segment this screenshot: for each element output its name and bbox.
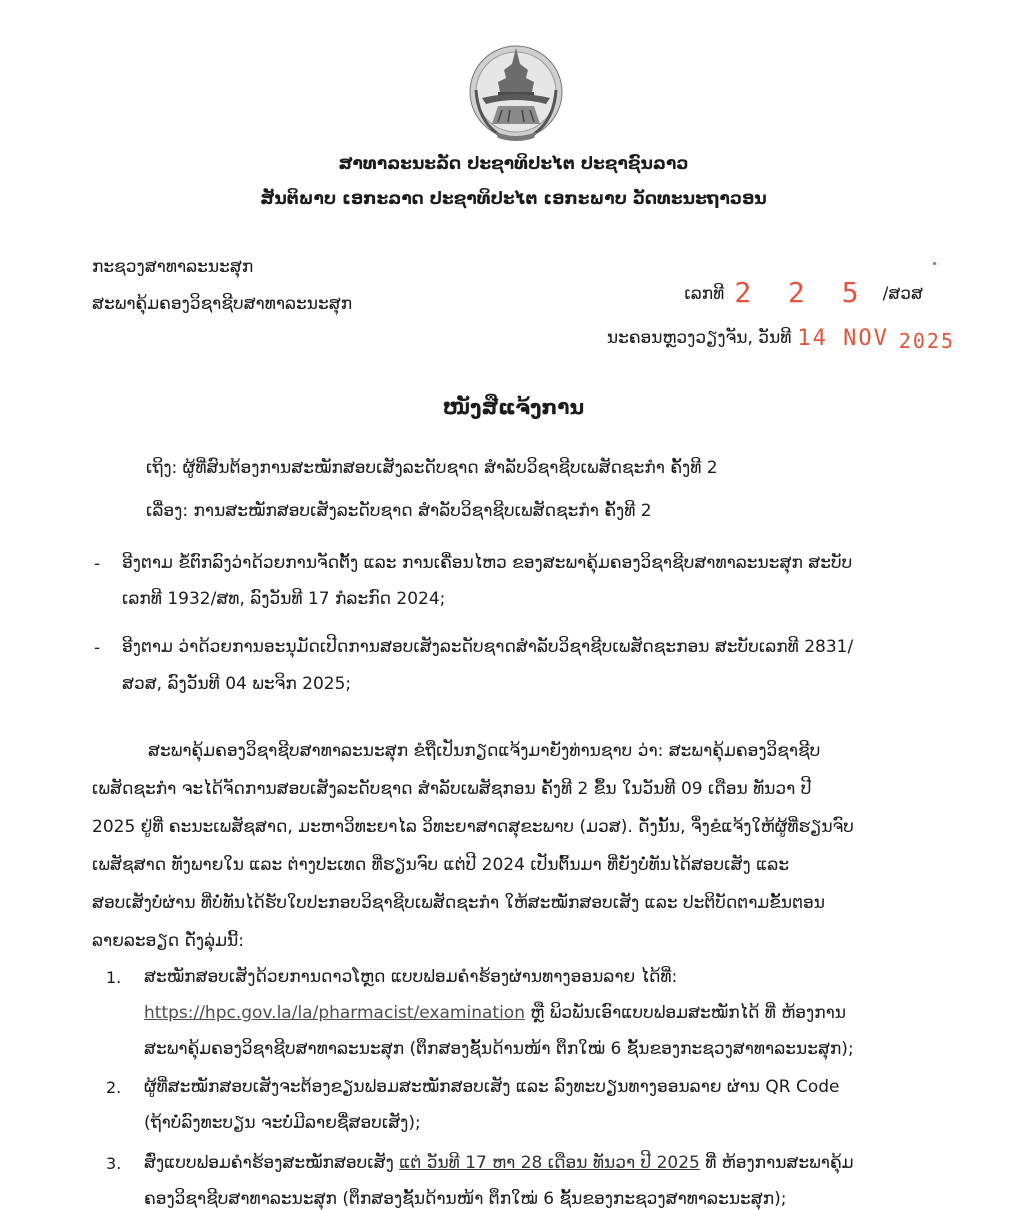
to-line: ເຖິງ: ຜູ້ທີ່ສົນຕ້ອງການສະໝັກສອບເສັງລະດັບຊາດ ສຳລັບວິຊາຊີບເພສັດຊະກຳ ຄັ້ງທີ 2 bbox=[146, 458, 718, 478]
step-text: ຫຼື ພິວພັນເອົາແບບຟອມສະໝັກໄດ້ ທີ່ ຫ້ອງການ bbox=[524, 1003, 846, 1023]
national-motto: ສັນຕິພາບ ເອກະລາດ ປະຊາທິປະໄຕ ເອກະພາບ ວັດທະນະຖາວອນ bbox=[260, 189, 767, 209]
step-line bbox=[144, 1002, 846, 1024]
national-emblem-icon bbox=[468, 40, 564, 142]
date-prefix: ນະຄອນຫຼວງວຽງຈັນ, ວັນທີ bbox=[606, 328, 792, 348]
step-line: ຄອງວິຊາຊີບສາທາລະນະສຸກ (ຕຶກສອງຊັ້ນດ້ານໜ້າ ຕຶກໃໝ່ 6 ຊັ້ນຂອງກະຊວງສາທາລະນະສຸກ); bbox=[144, 1189, 787, 1209]
reference-bullet: - bbox=[94, 554, 101, 574]
date-stamp: 14 NOV bbox=[797, 326, 889, 351]
document-title: ໜັງສືແຈ້ງການ bbox=[442, 395, 585, 419]
step-line: ສະພາຄຸ້ມຄອງວິຊາຊີບສາທາລະນະສຸກ (ຕຶກສອງຊັ້ນດ້ານໜ້າ ຕຶກໃໝ່ 6 ຊັ້ນຂອງກະຊວງສາທາລະນະສຸກ); bbox=[144, 1039, 854, 1059]
step-text: ທີ່ ຫ້ອງການສະພາຄຸ້ມ bbox=[699, 1153, 854, 1173]
step-line: ສະໝັກສອບເສັງດ້ວຍການດາວໂຫຼດ ແບບຟອມຄຳຮ້ອງຜ່ານທາງອອນລາຍ ໄດ້ທີ່: bbox=[144, 967, 678, 987]
reference-line: ອີງຕາມ ວ່າດ້ວຍການອະນຸມັດເປີດການສອບເສັງລະດັບຊາດສຳລັບວິຊາຊີບເພສັດຊະກອນ ສະບັບເລກທີ 2831/ bbox=[122, 637, 854, 657]
ink-dot bbox=[933, 262, 936, 265]
step-text: ສົ່ງແບບຟອມຄຳຮ້ອງສະໝັກສອບເສັງ bbox=[144, 1153, 400, 1173]
deadline-text: ແຕ່ ວັນທີ 17 ຫາ 28 ເດືອນ ທັນວາ ປີ 2025 bbox=[399, 1153, 700, 1173]
step-line: ຜູ້ທີ່ສະໝັກສອບເສັງຈະຕ້ອງຂຽນຟອມສະໝັກສອບເສັງ ແລະ ລົງທະບຽນທາງອອນລາຍ ຜ່ານ QR Code bbox=[144, 1077, 840, 1097]
examination-link[interactable]: https://hpc.gov.la/la/pharmacist/examination bbox=[144, 1003, 525, 1023]
sender-council: ສະພາຄຸ້ມຄອງວິຊາຊີບສາທາລະນະສຸກ bbox=[92, 294, 353, 314]
subject-line: ເລື່ອງ: ການສະໝັກສອບເສັງລະດັບຊາດ ສຳລັບວິຊາຊີບເພສັດຊະກຳ ຄັ້ງທີ 2 bbox=[146, 501, 652, 521]
reference-number bbox=[684, 276, 923, 309]
body-line: ເພສັຊສາດ ທັງພາຍໃນ ແລະ ຕ່າງປະເທດ ທີ່ຮຽນຈົບ ແຕ່ປີ 2024 ເປັນຕົ້ນມາ ທີ່ຍັງບໍ່ທັນໄດ້ສອບເສັງ ແລະ bbox=[92, 855, 790, 875]
reference-bullet: - bbox=[94, 638, 101, 658]
reference-line: ອີງຕາມ ຂໍ້ຕົກລົງວ່າດ້ວຍການຈັດຕັ້ງ ແລະ ການເຄື່ອນໄຫວ ຂອງສະພາຄຸ້ມຄອງວິຊາຊີບສາທາລະນະສຸກ ສະບັບ bbox=[122, 553, 853, 573]
step-number: 2. bbox=[106, 1078, 122, 1097]
reference-line: ສວສ, ລົງວັນທີ 04 ພະຈິກ 2025; bbox=[122, 674, 352, 694]
body-line: ສະພາຄຸ້ມຄອງວິຊາຊີບສາທາລະນະສຸກ ຂໍຖືເປັນກຽດແຈ້ງມາຍັງທ່ານຊາບ ວ່າ: ສະພາຄຸ້ມຄອງວິຊາຊີບ bbox=[148, 741, 821, 761]
step-number: 1. bbox=[106, 968, 122, 987]
step-line: (ຖ້າບໍ່ລົງທະບຽນ ຈະບໍ່ມີລາຍຊື່ສອບເສັງ); bbox=[144, 1113, 421, 1133]
issue-date bbox=[607, 326, 955, 353]
reference-number-stamp: 2 2 5 bbox=[734, 276, 869, 309]
body-line: ເພສັດຊະກຳ ຈະໄດ້ຈັດການສອບເສັງລະດັບຊາດ ສຳລັບເພສັຊກອນ ຄັ້ງທີ 2 ຂຶ້ນ ໃນວັນທີ 09 ເດືອນ ທັນວາ ປີ bbox=[92, 779, 812, 799]
body-line: 2025 ຢູ່ທີ່ ຄະນະເພສັຊສາດ, ມະຫາວິທະຍາໄລ ວິທະຍາສາດສຸຂະພາບ (ມວສ). ດັ່ງນັ້ນ, ຈຶ່ງຂໍແຈ້ງໃຫ້ຜູ້ທີ່ຮຽນຈົບ bbox=[92, 817, 854, 837]
step-line bbox=[144, 1152, 854, 1174]
reference-label: ເລກທີ bbox=[684, 284, 725, 304]
sender-ministry: ກະຊວງສາທາລະນະສຸກ bbox=[92, 257, 254, 277]
body-line: ລາຍລະອຽດ ດັ່ງລຸ່ມນີ້: bbox=[92, 931, 244, 951]
reference-suffix: /ສວສ bbox=[882, 284, 923, 304]
country-title: ສາທາລະນະລັດ ປະຊາທິປະໄຕ ປະຊາຊົນລາວ bbox=[338, 154, 689, 174]
year-stamp: 2025 bbox=[898, 329, 955, 353]
step-number: 3. bbox=[106, 1154, 122, 1173]
body-line: ສອບເສັງບໍ່ຜ່ານ ທີ່ບໍ່ທັນໄດ້ຮັບໃບປະກອບວິຊາຊີບເພສັດຊະກຳ ໃຫ້ສະໝັກສອບເສັງ ແລະ ປະຕິບັດຕາມຂັ້ນຕອນ bbox=[92, 893, 825, 913]
reference-line: ເລກທີ 1932/ສທ, ລົງວັນທີ 17 ກໍລະກົດ 2024; bbox=[122, 589, 446, 609]
